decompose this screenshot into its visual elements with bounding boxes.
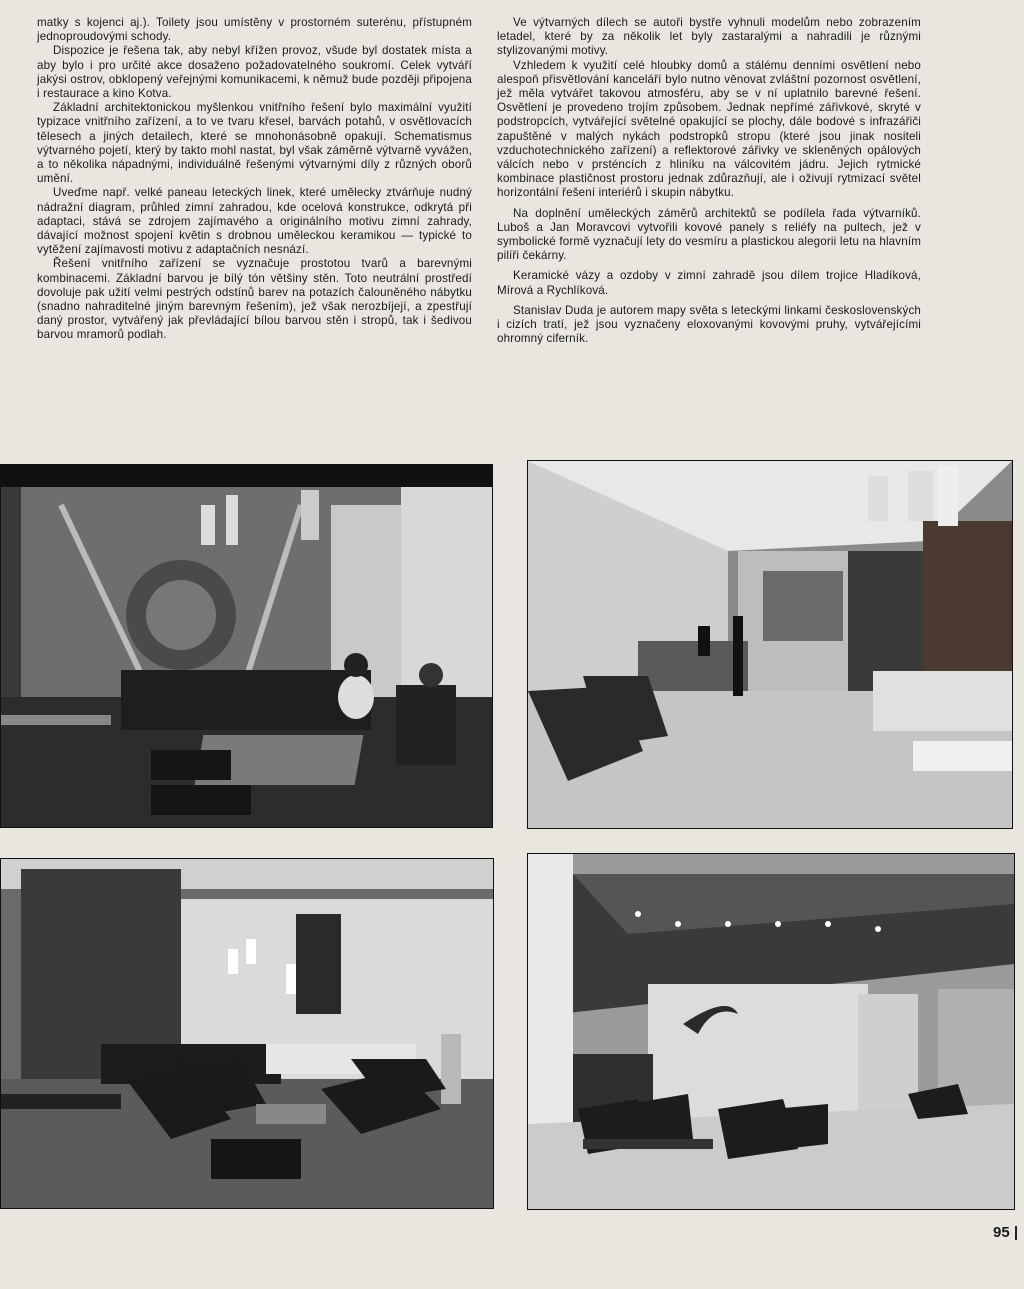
paragraph: Základní architektonickou myšlenkou vnitřního řešení bylo maximální využití typizace vnitřního zařízení, a to ve tvaru křesel, barvách potahů, v osvětlovacích tělesech a jiných detailech, které se mnohonásobně opakují. Schematismus výtvarného pojetí, který by takto mohl nastat, byl však záměrně výtvarně vyvážen, a to několika nápadnými, individuálně řešenými výtvarnými díly z různých oborů umění. <box>37 101 472 186</box>
paragraph: matky s kojenci aj.). Toilety jsou umístěny v prostorném suterénu, přístupném jednoproudovými schody. <box>37 16 472 44</box>
paragraph: Dispozice je řešena tak, aby nebyl křížen provoz, všude byl dostatek místa a aby bylo i pro určité akce dosaženo požadovatelného soukromí. Celek vytváří jakýsi ostrov, obklopený veřejnými komunikacemi, k němuž bude později připojena i restaurace a kino Kotva. <box>37 44 472 101</box>
paragraph: Na doplnění uměleckých záměrů architektů se podílela řada výtvarníků. Luboš a Jan Moravcovi vytvořili kovové panely s reliéfy na pultech, jež v symbolické formě vyznačují lety do vesmíru a plastickou alegorii letu na hlavním pilíři čekárny. <box>497 206 921 263</box>
text-column-left <box>37 16 472 343</box>
page-number: 95 <box>993 1224 1010 1241</box>
text-column-right <box>497 16 921 346</box>
photo-hall-pillars <box>527 853 1015 1210</box>
paragraph: Vzhledem k využití celé hloubky domů a stálému denními osvětlení nebo alespoň přisvětlování kanceláří bylo nutno věnovat zvláštní pozornost osvětlení, jež měla vytvářet takovou atmosféru, aby se v ní uplatnilo barevné řešení. Osvětlení je provedeno trojím způsobem. Jednak nepřímé zářivkové, skryté v podstropcích, vytvářející světelné opakující se plochy, dále bodové s infrazářiči zapuštěné v malých nykách podstropků stropu (které jsou jinak nositeli vzduchotechnického zařízení) a reflektorové zářivky ve skleněných opálových válcích nebo v prsténcích z hliníku na válcovitém jádru. Jejich rytmické kombinace plastičnost prostoru jednak zdůrazňují, ale i oživují rytmizací světel horizontální řešení interiérů i skupin nábytku. <box>497 58 921 200</box>
paragraph: Uveďme např. velké paneau leteckých linek, které umělecky ztvárňuje nudný nádražní diagram, průhled zimní zahradou, kde ocelová konstrukce, odkrytá při adaptaci, stává se zdrojem zajímavého a originálního motivu zimní zahrady, dávající možnost spojení květin s drobnou uměleckou keramikou — typické to vytěžení zajímavosti motivu z adaptačních nesnází. <box>37 186 472 257</box>
photo-winter-garden-lounge <box>0 464 493 828</box>
paragraph: Keramické vázy a ozdoby v zimní zahradě jsou dílem trojice Hladíková, Mírová a Rychlíková. <box>497 269 921 297</box>
photo-lounge-chairs <box>0 858 494 1209</box>
paragraph: Řešení vnitřního zařízení se vyznačuje prostotou tvarů a barevnými kombinacemi. Základní barvou je bílý tón většiny stěn. Toto neutrální prostředí dovoluje pak užití velmi pestrých odstínů barev na potazích čalouněného nábytku (snadno nahraditelné jiným barevným řešením), jež však nerozbíjejí, a zpestřují daný prostor, vytvářený jak převládající bílou barvou stěn i stropů, tak i šedivou barvou mramorů podlah. <box>37 257 472 342</box>
photo-reception-hall <box>527 460 1013 829</box>
page-edge-mark <box>1015 1226 1017 1240</box>
paragraph: Ve výtvarných dílech se autoři bystře vyhnuli modelům nebo zobrazením letadel, které by za několik let byly zastaralými a nahradili je různými stylizovanými motivy. <box>497 16 921 58</box>
paragraph: Stanislav Duda je autorem mapy světa s leteckými linkami československých i cizích tratí, jež jsou vyznačeny eloxovanými kovovými pruhy, vytvářejícími ohromný ciferník. <box>497 303 921 346</box>
